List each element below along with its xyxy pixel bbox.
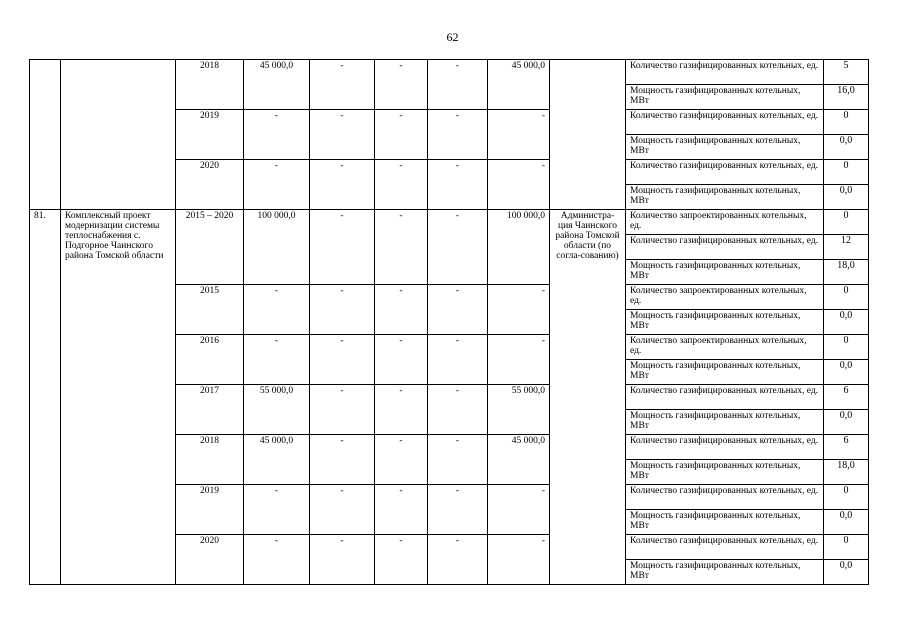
value-cell: - — [310, 435, 375, 485]
value-cell: - — [488, 285, 550, 335]
indicator-label-cell: Мощность газифицированных котельных, МВт — [626, 135, 824, 160]
value-cell: - — [428, 335, 488, 385]
year-cell: 2015 — [176, 285, 244, 335]
value-cell: - — [488, 110, 550, 160]
value-cell: - — [375, 485, 428, 535]
value-cell: - — [428, 110, 488, 160]
value-cell: - — [428, 60, 488, 110]
indicator-value-cell: 0,0 — [824, 135, 869, 160]
indicator-label-cell: Мощность газифицированных котельных, МВт — [626, 560, 824, 585]
total-cell: 100 000,0 — [244, 210, 310, 285]
indicator-label-cell: Количество газифицированных котельных, ед. — [626, 235, 824, 260]
indicator-label-cell: Количество газифицированных котельных, ед. — [626, 160, 824, 185]
total-cell: - — [244, 535, 310, 585]
value-cell: - — [375, 160, 428, 210]
value-cell: - — [488, 485, 550, 535]
value-cell: 55 000,0 — [488, 385, 550, 435]
value-cell: 100 000,0 — [488, 210, 550, 285]
value-cell: - — [375, 435, 428, 485]
value-cell: - — [310, 210, 375, 285]
value-cell: - — [375, 110, 428, 160]
total-cell: 55 000,0 — [244, 385, 310, 435]
value-cell: 45 000,0 — [488, 60, 550, 110]
total-cell: - — [244, 485, 310, 535]
value-cell: - — [375, 335, 428, 385]
total-cell: 45 000,0 — [244, 435, 310, 485]
indicator-value-cell: 6 — [824, 385, 869, 410]
value-cell: - — [310, 485, 375, 535]
indicator-label-cell: Количество запроектированных котельных, ед. — [626, 210, 824, 235]
indicator-label-cell: Количество запроектированных котельных, ед. — [626, 285, 824, 310]
total-cell: - — [244, 110, 310, 160]
table-row — [30, 210, 869, 235]
year-cell: 2019 — [176, 110, 244, 160]
year-cell: 2018 — [176, 435, 244, 485]
value-cell: - — [428, 535, 488, 585]
year-cell: 2015 – 2020 — [176, 210, 244, 285]
indicator-label-cell: Количество газифицированных котельных, ед. — [626, 60, 824, 85]
value-cell: - — [375, 60, 428, 110]
value-cell: - — [428, 435, 488, 485]
indicator-label-cell: Количество газифицированных котельных, ед. — [626, 110, 824, 135]
indicator-label-cell: Количество запроектированных котельных, ед. — [626, 335, 824, 360]
indicator-label-cell: Количество газифицированных котельных, ед. — [626, 535, 824, 560]
indicator-value-cell: 18,0 — [824, 260, 869, 285]
indicator-value-cell: 12 — [824, 235, 869, 260]
indicator-value-cell: 6 — [824, 435, 869, 460]
value-cell: - — [310, 110, 375, 160]
item-number-cell — [30, 60, 61, 210]
indicator-label-cell: Мощность газифицированных котельных, МВт — [626, 310, 824, 335]
executor-cell — [550, 60, 626, 210]
indicator-value-cell: 0,0 — [824, 360, 869, 385]
indicator-label-cell: Количество газифицированных котельных, ед. — [626, 385, 824, 410]
value-cell: - — [488, 535, 550, 585]
indicator-value-cell: 18,0 — [824, 460, 869, 485]
indicator-label-cell: Мощность газифицированных котельных, МВт — [626, 85, 824, 110]
value-cell: 45 000,0 — [488, 435, 550, 485]
page-number: 62 — [446, 30, 459, 44]
value-cell: - — [428, 385, 488, 435]
item-name-cell — [61, 60, 176, 210]
total-cell: - — [244, 160, 310, 210]
table-row — [30, 60, 869, 85]
value-cell: - — [428, 285, 488, 335]
total-cell: - — [244, 335, 310, 385]
value-cell: - — [428, 160, 488, 210]
indicator-value-cell: 0,0 — [824, 185, 869, 210]
value-cell: - — [310, 160, 375, 210]
value-cell: - — [310, 335, 375, 385]
indicator-value-cell: 0,0 — [824, 510, 869, 535]
year-cell: 2020 — [176, 160, 244, 210]
year-cell: 2020 — [176, 535, 244, 585]
year-cell: 2019 — [176, 485, 244, 535]
indicator-label-cell: Мощность газифицированных котельных, МВт — [626, 410, 824, 435]
total-cell: - — [244, 285, 310, 335]
indicator-value-cell: 0,0 — [824, 310, 869, 335]
table-body — [30, 60, 869, 585]
indicator-label-cell: Мощность газифицированных котельных, МВт — [626, 360, 824, 385]
year-cell: 2016 — [176, 335, 244, 385]
value-cell: - — [310, 60, 375, 110]
value-cell: - — [375, 210, 428, 285]
total-cell: 45 000,0 — [244, 60, 310, 110]
item-name-cell: Комплексный проект модернизации системы теплоснабжения с. Подгорное Чаинского района Томской области — [61, 210, 176, 585]
value-cell: - — [428, 210, 488, 285]
value-cell: - — [310, 385, 375, 435]
indicator-value-cell: 0 — [824, 160, 869, 185]
executor-cell: Администра-ция Чаинского района Томской области (по согла-сованию) — [550, 210, 626, 585]
value-cell: - — [375, 535, 428, 585]
indicator-label-cell: Мощность газифицированных котельных, МВт — [626, 460, 824, 485]
value-cell: - — [428, 485, 488, 535]
indicator-value-cell: 0 — [824, 485, 869, 510]
indicator-value-cell: 16,0 — [824, 85, 869, 110]
value-cell: - — [310, 285, 375, 335]
indicator-value-cell: 0 — [824, 335, 869, 360]
year-cell: 2017 — [176, 385, 244, 435]
indicator-label-cell: Количество газифицированных котельных, ед. — [626, 485, 824, 510]
value-cell: - — [375, 385, 428, 435]
value-cell: - — [310, 535, 375, 585]
indicator-value-cell: 0 — [824, 210, 869, 235]
year-cell: 2018 — [176, 60, 244, 110]
value-cell: - — [375, 285, 428, 335]
program-table — [29, 59, 869, 585]
value-cell: - — [488, 160, 550, 210]
indicator-label-cell: Мощность газифицированных котельных, МВт — [626, 185, 824, 210]
indicator-value-cell: 0 — [824, 285, 869, 310]
indicator-value-cell: 0,0 — [824, 410, 869, 435]
indicator-label-cell: Количество газифицированных котельных, ед. — [626, 435, 824, 460]
item-number-cell: 81. — [30, 210, 61, 585]
indicator-label-cell: Мощность газифицированных котельных, МВт — [626, 510, 824, 535]
indicator-label-cell: Мощность газифицированных котельных, МВт — [626, 260, 824, 285]
indicator-value-cell: 0 — [824, 110, 869, 135]
value-cell: - — [488, 335, 550, 385]
indicator-value-cell: 0 — [824, 535, 869, 560]
indicator-value-cell: 0,0 — [824, 560, 869, 585]
indicator-value-cell: 5 — [824, 60, 869, 85]
